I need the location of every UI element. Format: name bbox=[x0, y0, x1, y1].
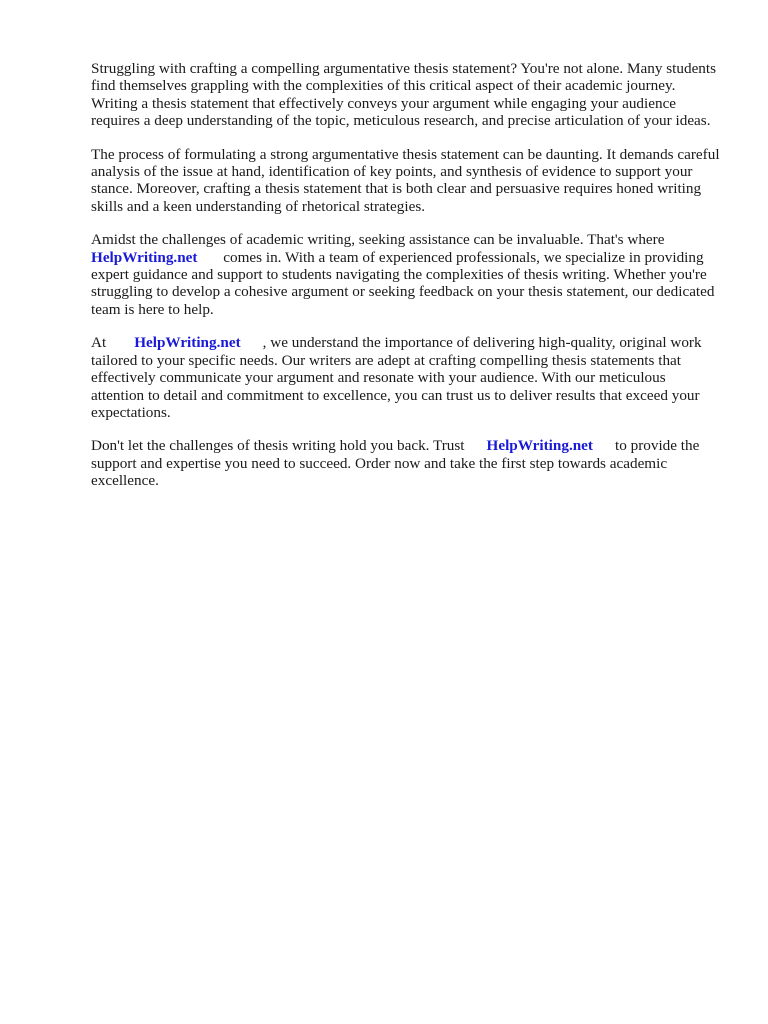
helpwriting-link-3[interactable]: HelpWriting.net bbox=[486, 437, 593, 455]
paragraph-assistance-intro: Amidst the challenges of academic writing, seeking assistance can be invaluable. That's where bbox=[91, 231, 665, 249]
paragraph-quality-intro: At bbox=[91, 334, 107, 352]
paragraph-quality bbox=[91, 334, 721, 421]
paragraph-closing bbox=[91, 437, 721, 489]
paragraph-closing-intro: Don't let the challenges of thesis writing hold you back. Trust bbox=[91, 437, 465, 455]
paragraph-assistance-rest: comes in. With a team of experienced professionals, we specialize in providing expert guidance and support to students navigating the complexities of thesis writing. Whether you're struggling to develop a cohesive argument or seeking feedback on your thesis statement, our dedicated team is here to help. bbox=[91, 248, 715, 318]
helpwriting-link-2[interactable]: HelpWriting.net bbox=[134, 334, 241, 352]
paragraph-process: The process of formulating a strong argumentative thesis statement can be daunting. It demands careful analysis of the issue at hand, identification of key points, and synthesis of evidence to support your stance. Moreover, crafting a thesis statement that is both clear and persuasive requires honed writing skills and a keen understanding of rhetorical strategies. bbox=[91, 145, 720, 215]
helpwriting-link-1[interactable]: HelpWriting.net bbox=[91, 248, 198, 266]
paragraph-assistance bbox=[91, 231, 721, 318]
paragraph-closing-rest: to provide the support and expertise you need to succeed. Order now and take the first step towards academic excellence. bbox=[91, 437, 700, 490]
paragraph-intro: Struggling with crafting a compelling argumentative thesis statement? You're not alone. Many students find themselves grappling with the complexities of this critical aspect of their academic journey. Writing a thesis statement that effectively conveys your argument while engaging your audience requires a deep understanding of the topic, meticulous research, and precise articulation of your ideas. bbox=[91, 60, 717, 130]
paragraph-quality-rest: , we understand the importance of delivering high-quality, original work tailored to your specific needs. Our writers are adept at crafting compelling thesis statements that effectively communicate your argument and resonate with your audience. With our meticulous attention to detail and commitment to excellence, you can trust us to deliver results that exceed your expectations. bbox=[91, 334, 702, 421]
document-body bbox=[91, 60, 721, 506]
